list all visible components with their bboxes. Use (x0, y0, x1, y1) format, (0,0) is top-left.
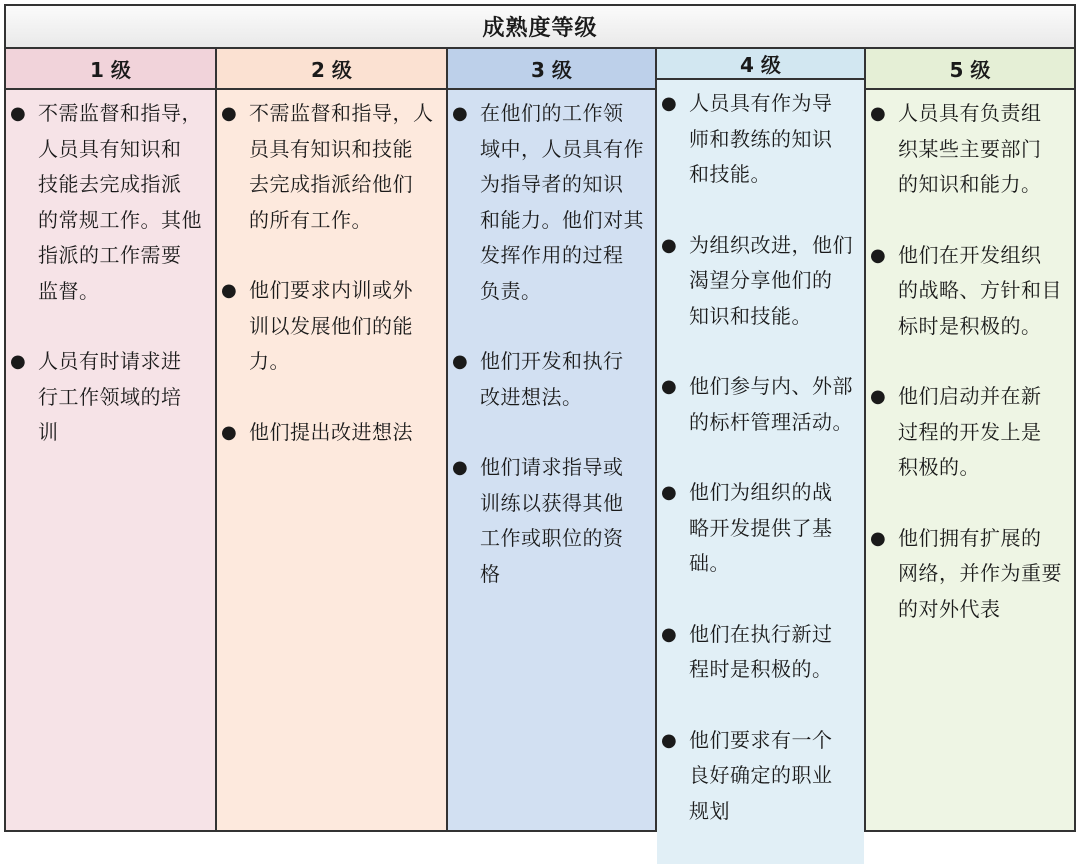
list-item (448, 96, 655, 309)
list-item-text: 他们要求有一个 良好确定的职业 规划 (689, 727, 833, 823)
bullet-icon: ● (221, 103, 237, 124)
table-title: 成熟度等级 (6, 6, 1074, 49)
level-2-items (217, 90, 446, 830)
list-item (217, 415, 446, 451)
list-item-text: 他们在开发组织 的战略、方针和目 标时是积极的。 (898, 242, 1062, 338)
list-item-text: 他们为组织的战 略开发提供了基 础。 (689, 480, 833, 575)
level-4-items (657, 80, 864, 864)
list-item (6, 96, 215, 309)
list-item-text: 他们启动并在新 过程的开发上是 积极的。 (898, 384, 1042, 479)
level-5-header: 5 级 (866, 49, 1074, 90)
list-item (657, 369, 864, 440)
bullet-icon: ● (221, 280, 237, 301)
level-1-header: 1 级 (6, 49, 215, 90)
level-5-column (866, 49, 1074, 830)
level-3-header: 3 级 (448, 49, 655, 90)
bullet-icon: ● (661, 623, 677, 645)
list-item (6, 344, 215, 451)
list-item-text: 不需监督和指导， 人员具有知识和 技能去完成指派 的常规工作。其他 指派的工作需要 监督。 (38, 101, 202, 303)
level-2-column (217, 49, 448, 830)
level-4-header: 4 级 (657, 49, 864, 80)
level-columns (6, 49, 1074, 830)
list-item-text: 人员有时请求进 行工作领域的培 训 (38, 349, 182, 444)
list-item-text: 他们参与内、外部 的标杆管理活动。 (689, 374, 853, 434)
list-item-text: 他们提出改进想法 (249, 419, 413, 444)
list-item-text: 人员具有作为导 师和教练的知识 和技能。 (689, 91, 833, 186)
list-item-text: 他们开发和执行 改进想法。 (480, 349, 624, 409)
level-4-column (657, 49, 866, 830)
bullet-icon: ● (870, 386, 886, 407)
level-2-header: 2 级 (217, 49, 446, 90)
list-item (866, 238, 1074, 345)
level-3-items (448, 90, 655, 830)
maturity-level-table (4, 4, 1076, 832)
level-1-items (6, 90, 215, 830)
list-item-text: 他们请求指导或 训练以获得其他 工作或职位的资 格 (480, 455, 624, 586)
bullet-icon: ● (452, 457, 468, 478)
bullet-icon: ● (870, 527, 886, 549)
list-item-text: 为组织改进，他们 渴望分享他们的 知识和技能。 (689, 232, 853, 328)
bullet-icon: ● (661, 234, 677, 256)
list-item (866, 521, 1074, 628)
list-item-text: 他们在执行新过 程时是积极的。 (689, 621, 833, 681)
bullet-icon: ● (661, 93, 677, 114)
list-item (657, 228, 864, 335)
list-item-text: 人员具有负责组 织某些主要部门 的知识和能力。 (898, 101, 1042, 196)
list-item (217, 273, 446, 380)
bullet-icon: ● (452, 351, 468, 372)
bullet-icon: ● (661, 729, 677, 751)
bullet-icon: ● (221, 421, 237, 443)
bullet-icon: ● (10, 351, 26, 372)
bullet-icon: ● (10, 103, 26, 124)
list-item (448, 450, 655, 592)
level-5-items (866, 90, 1074, 830)
level-3-column (448, 49, 657, 830)
list-item (866, 96, 1074, 203)
list-item (657, 86, 864, 193)
list-item (866, 379, 1074, 486)
list-item (657, 617, 864, 688)
bullet-icon: ● (870, 103, 886, 124)
list-item-text: 在他们的工作领 域中，人员具有作 为指导者的知识 和能力。他们对其 发挥作用的过程 负责。 (480, 101, 644, 303)
bullet-icon: ● (661, 376, 677, 397)
list-item-text: 他们要求内训或外 训以发展他们的能 力。 (249, 278, 413, 373)
list-item (448, 344, 655, 415)
level-1-column (6, 49, 217, 830)
bullet-icon: ● (452, 103, 468, 124)
bullet-icon: ● (661, 482, 677, 503)
list-item (657, 723, 864, 830)
bullet-icon: ● (870, 244, 886, 266)
list-item (217, 96, 446, 238)
list-item (657, 475, 864, 582)
list-item-text: 不需监督和指导，人 员具有知识和技能 去完成指派给他们 的所有工作。 (249, 101, 434, 232)
list-item-text: 他们拥有扩展的 网络，并作为重要 的对外代表 (898, 525, 1062, 621)
